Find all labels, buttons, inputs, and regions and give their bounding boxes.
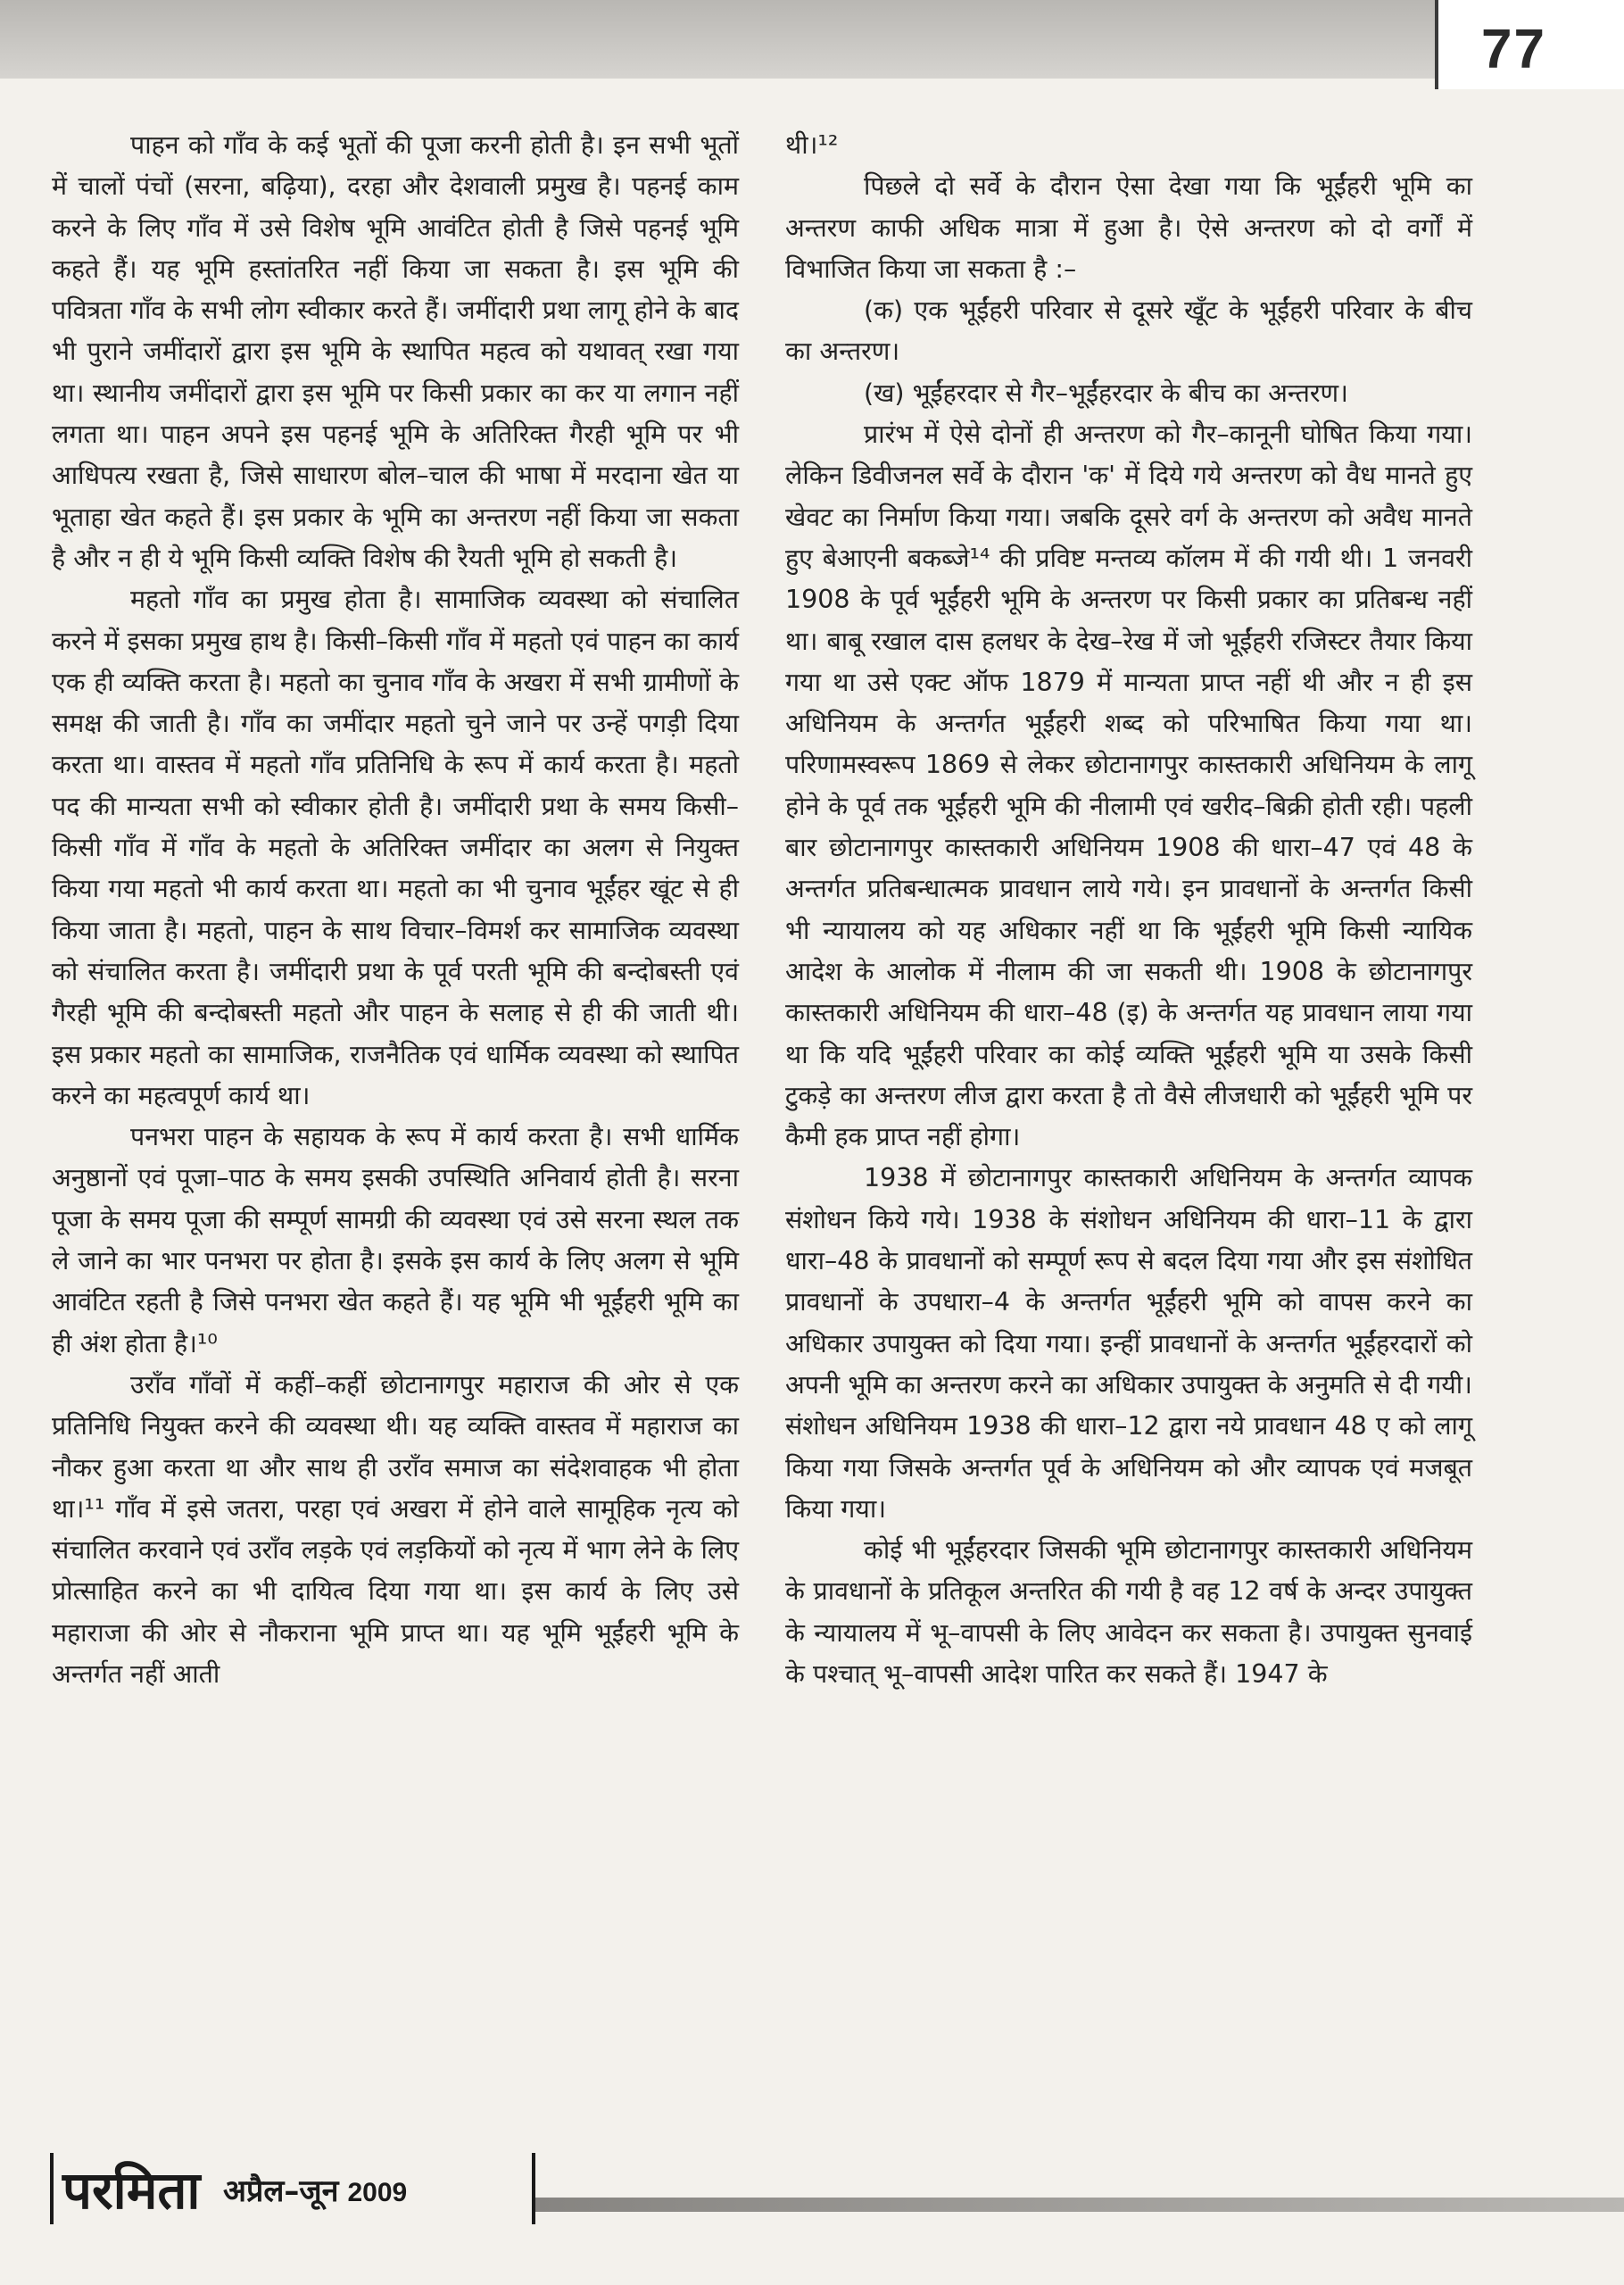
paragraph-pahan: पाहन को गाँव के कई भूतों की पूजा करनी होती है। इन सभी भूतों में चालों पंचों (सरना, बढ़िया), दरहा और देशवाली प्रमुख है। पहनई काम करने के लिए गाँव में उसे विशेष भूमि आवंटित होती है जिसे पहनई भूमि कहते हैं। यह भूमि हस्तांतरित नहीं किया जा सकता है। इस भूमि की पवित्रता गाँव के सभी लोग स्वीकार करते हैं। जमींदारी प्रथा लागू होने के बाद भी पुराने जमींदारों द्वारा इस भूमि के स्थापित महत्व को यथावत् रखा गया था। स्थानीय जमींदारों द्वारा इस भूमि पर किसी प्रकार का कर या लगान नहीं लगता था। पाहन अपने इस पहनई भूमि के अतिरिक्त गैरही भूमि पर भी आधिपत्य रखता है, जिसे साधारण बोल–चाल की भाषा में मरदाना खेत या भूताहा खेत कहते हैं। इस प्रकार के भूमि का अन्तरण नहीं किया जा सकता है और न ही ये भूमि किसी व्यक्ति विशेष की रैयती भूमि हो सकती है। [52,130,739,573]
header-band [0,0,1435,79]
magazine-title: परमिता [62,2160,201,2221]
issue-months: अप्रैल–जून [223,2173,339,2209]
page-number: 77 [1481,19,1546,80]
footer-divider-left [50,2153,54,2224]
paragraph-panbhara: पनभरा पाहन के सहायक के रूप में कार्य करता है। सभी धार्मिक अनुष्ठानों एवं पूजा–पाठ के समय इसकी उपस्थिति अनिवार्य होती है। सरना पूजा के समय पूजा की सम्पूर्ण सामग्री की व्यवस्था एवं उसे सरना स्थल तक ले जाने का भार पनभरा पर होता है। इसके इस कार्य के लिए अलग से भूमि आवंटित रहती है जिसे पनभरा खेत कहते हैं। यह भूमि भी भूईंहरी भूमि का ही अंश होता है।¹⁰ [52,1122,739,1359]
paragraph-oraon: उराँव गाँवों में कहीं–कहीं छोटानागपुर महाराज की ओर से एक प्रतिनिधि नियुक्त करने की व्यवस्था थी। यह व्यक्ति वास्तव में महाराज का नौकर हुआ करता था और साथ ही उराँव समाज का संदेशवाहक भी होता था।¹¹ गाँव में इसे जतरा, परहा एवं अखरा में होने वाले सामूहिक नृत्य को संचालित करवाने एवं उराँव लड़के एवं लड़कियों को नृत्य में भाग लेने के लिए प्रोत्साहित करने का भी दायित्व दिया गया था। इस कार्य के लिए उसे महाराजा की ओर से नौकराना भूमि प्राप्त था। यह भूमि भूईंहरी भूमि के अन्तर्गत नहीं आती [52,1369,739,1689]
paragraph-1938-amendment: 1938 में छोटानागपुर कास्तकारी अधिनियम के अन्तर्गत व्यापक संशोधन किये गये। 1938 के संशोधन अधिनियम की धारा–11 के द्वारा धारा–48 के प्रावधानों को सम्पूर्ण रूप से बदल दिया गया और इस संशोधित प्रावधानों के उपधारा–4 के अन्तर्गत भूईंहरी भूमि को वापस करने का अधिकार उपायुक्त को दिया गया। इन्हीं प्रावधानों के अन्तर्गत भूईंहरदारों को अपनी भूमि का अन्तरण करने का अधिकार उपायुक्त के अनुमति से दी गयी। संशोधन अधिनियम 1938 की धारा–12 द्वारा नये प्रावधान 48 ए को लागू किया गया जिसके अन्तर्गत पूर्व के अधिनियम को और व्यापक एवं मजबूत किया गया। [785,1163,1472,1524]
paragraph-restoration: कोई भी भूईंहरदार जिसकी भूमि छोटानागपुर कास्तकारी अधिनियम के प्रावधानों के प्रतिकूल अन्तरित की गयी है वह 12 वर्ष के अन्दर उपायुक्त के न्यायालय में भू–वापसी के लिए आवेदन कर सकता है। उपायुक्त सुनवाई के पश्चात् भू–वापसी आदेश पारित कर सकते हैं। 1947 के [785,1535,1472,1689]
right-column [785,125,1472,1695]
paragraph-continuation: थी।¹² [785,130,839,160]
list-item-b: (ख) भूईंहरदार से गैर–भूईंहरदार के बीच का अन्तरण। [864,378,1348,408]
left-column [52,125,739,1695]
footer-divider-right [532,2153,535,2224]
issue-year: 2009 [347,2178,408,2207]
issue-label [223,2169,407,2210]
paragraph-legal-history: प्रारंभ में ऐसे दोनों ही अन्तरण को गैर–कानूनी घोषित किया गया। लेकिन डिवीजनल सर्वे के दौरान 'क' में दिये गये अन्तरण को वैध मानते हुए खेवट का निर्माण किया गया। जबकि दूसरे वर्ग के अन्तरण को अवैध मानते हुए बेआएनी बकब्जे¹⁴ की प्रविष्ट मन्तव्य कॉलम में की गयी थी। 1 जनवरी 1908 के पूर्व भूईंहरी भूमि के अन्तरण पर किसी प्रकार का प्रतिबन्ध नहीं था। बाबू रखाल दास हलधर के देख–रेख में जो भूईंहरी रजिस्टर तैयार किया गया था उसे एक्ट ऑफ 1879 में मान्यता प्राप्त नहीं थी और न ही इस अधिनियम के अन्तर्गत भूईंहरी शब्द को परिभाषित किया गया था। परिणामस्वरूप 1869 से लेकर छोटानागपुर कास्तकारी अधिनियम के लागू होने के पूर्व तक भूईंहरी भूमि की नीलामी एवं खरीद–बिक्री होती रही। पहली बार छोटानागपुर कास्तकारी अधिनियम 1908 की धारा–47 एवं 48 के अन्तर्गत प्रतिबन्धात्मक प्रावधान लाये गये। इन प्रावधानों के अन्तर्गत किसी भी न्यायालय को यह अधिकार नहीं था कि भूईंहरी भूमि किसी न्यायिक आदेश के आलोक में नीलाम की जा सकती थी। 1908 के छोटानागपुर कास्तकारी अधिनियम की धारा–48 (इ) के अन्तर्गत यह प्रावधान लाया गया था कि यदि भूईंहरी परिवार का कोई व्यक्ति भूईंहरी भूमि या उसके किसी टुकड़े का अन्तरण लीज द्वारा करता है तो वैसे लीजधारी को भूईंहरी भूमि पर कैमी हक प्राप्त नहीं होगा। [785,420,1472,1152]
paragraph-survey-intro: पिछले दो सर्वे के दौरान ऐसा देखा गया कि भूईंहरी भूमि का अन्तरण काफी अधिक मात्रा में हुआ है। ऐसे अन्तरण को दो वर्गों में विभाजित किया जा सकता है :– [785,171,1472,284]
list-item-a: (क) एक भूईंहरी परिवार से दूसरे खूँट के भूईंहरी परिवार के बीच का अन्तरण। [785,295,1472,367]
paragraph-mahto: महतो गाँव का प्रमुख होता है। सामाजिक व्यवस्था को संचालित करने में इसका प्रमुख हाथ है। किसी–किसी गाँव में महतो एवं पाहन का कार्य एक ही व्यक्ति करता है। महतो का चुनाव गाँव के अखरा में सभी ग्रामीणों के समक्ष की जाती है। गाँव का जमींदार महतो चुने जाने पर उन्हें पगड़ी दिया करता था। वास्तव में महतो गाँव प्रतिनिधि के रूप में कार्य करता है। महतो पद की मान्यता सभी को स्वीकार होती है। जमींदारी प्रथा के समय किसी–किसी गाँव में गाँव के महतो के अतिरिक्त जमींदार का अलग से नियुक्त किया गया महतो भी कार्य करता था। महतो का भी चुनाव भूईंहर खूंट से ही किया जाता है। महतो, पाहन के साथ विचार–विमर्श कर सामाजिक व्यवस्था को संचालित करता है। जमींदारी प्रथा के पूर्व परती भूमि की बन्दोबस्ती एवं गैरही भूमि की बन्दोबस्ती महतो और पाहन के सलाह से ही की जाती थी। इस प्रकार महतो का सामाजिक, राजनैतिक एवं धार्मिक व्यवस्था को स्थापित करने का महत्वपूर्ण कार्य था। [52,585,739,1110]
